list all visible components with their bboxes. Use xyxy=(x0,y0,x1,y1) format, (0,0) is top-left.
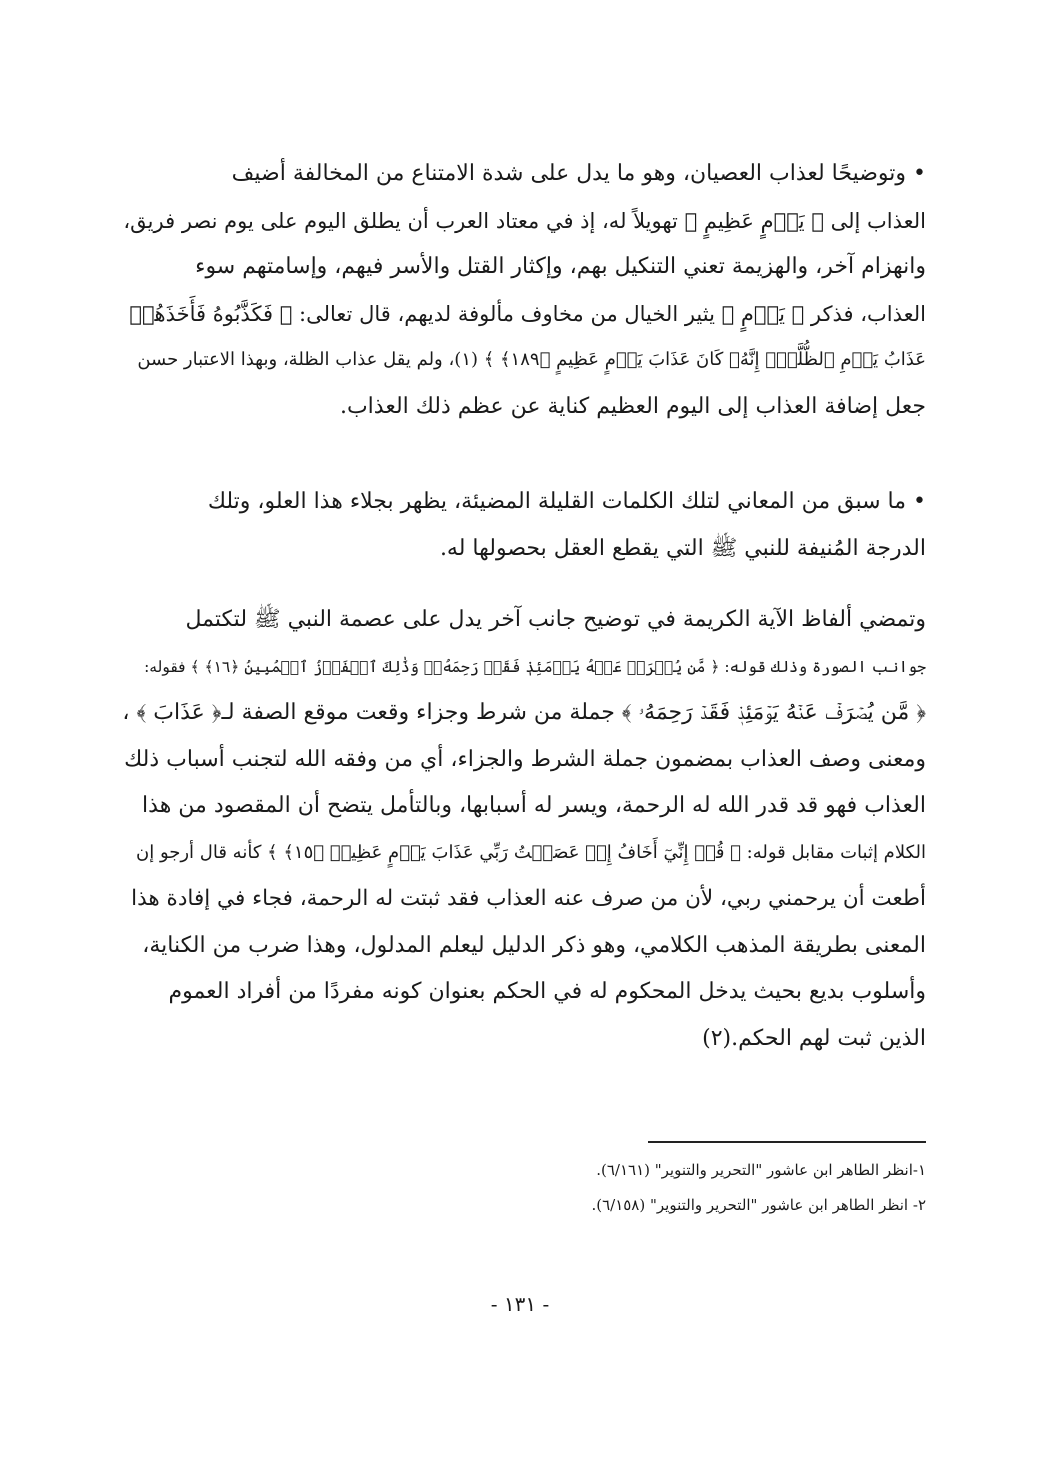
text-line: وأسلوب بديع بحيث يدخل المحكوم له في الحكم بعنوان كونه مفردًا من أفراد العموم xyxy=(168,979,926,1004)
text-line: العذاب، فذكر ﴿ يَوۡمٍ ﴾ يثير الخيال من مخاوف مألوفة لديهم، قال تعالى: ﴿ فَكَذَّبُوهُ فَأَخَذَهُمۡ xyxy=(129,301,926,326)
text-line: العذاب إلى ﴿ يَوۡمٍ عَظِيمٍ ﴾ تهويلاً له، إذ في معتاد العرب أن يطلق اليوم على يوم نصر فريق، xyxy=(123,208,926,233)
paragraph-1 xyxy=(120,151,926,430)
text-line: جوانب الصورة وذلك قوله: ﴿ مَّن يُصۡرَفۡ عَنۡهُ يَوۡمَئِذٖ فَقَدۡ رَحِمَهُۥۚ وَذَٰلِكَ ٱلۡفَوۡزُ ٱلۡمُبِينُ ﴿١٦﴾ ﴾ فقوله: xyxy=(144,657,926,676)
text-line: الكلام إثبات مقابل قوله: ﴿ قُلۡ إِنِّيٓ أَخَافُ إِنۡ عَصَيۡتُ رَبِّي عَذَابَ يَوۡمٍ عَظِيمٖ ﴿١٥﴾ ﴾ كأنه قال أرجو إن xyxy=(136,841,926,863)
text-line: الدرجة المُنيفة للنبي ﷺ التي يقطع العقل بحصولها له. xyxy=(439,535,926,561)
text-line: وتمضي ألفاظ الآية الكريمة في توضيح جانب آخر يدل على عصمة النبي ﷺ لتكتمل xyxy=(185,607,926,632)
text-line: جعل إضافة العذاب إلى اليوم العظيم كناية عن عظم ذلك العذاب. xyxy=(339,393,926,419)
footnote-separator xyxy=(648,1141,926,1143)
text-line: وانهزام آخر، والهزيمة تعني التنكيل بهم، وإكثار القتل والأسر فيهم، وإسامتهم سوء xyxy=(195,254,926,279)
text-line: الذين ثبت لهم الحكم.(٢) xyxy=(702,1025,926,1051)
page-number: - ١٣١ - xyxy=(490,1292,550,1316)
paragraph-2 xyxy=(120,479,926,572)
footnote-2: ٢- انظر الطاهر ابن عاشور "التحرير والتنوير" (٦/١٥٨). xyxy=(591,1196,926,1214)
text-line: المعنى بطريقة المذهب الكلامي، وهو ذكر الدليل ليعلم المدلول، وهذا ضرب من الكناية، xyxy=(142,932,926,958)
text-line: ﴿ مَّن يُصۡرَفۡ عَنۡهُ يَوۡمَئِذٖ فَقَدۡ رَحِمَهُۥ ﴾ جملة من شرط وجزاء وقعت موقع الصفة لـ﴿ عَذَابَ ﴾ ، xyxy=(122,700,926,725)
footnote-1: ١-انظر الطاهر ابن عاشور "التحرير والتنوير" (٦/١٦١). xyxy=(596,1161,926,1179)
text-line: ومعنى وصف العذاب بمضمون جملة الشرط والجزاء، أي من وفقه الله لتجنب أسباب ذلك xyxy=(124,746,926,772)
text-line: • وتوضيحًا لعذاب العصيان، وهو ما يدل على شدة الامتناع من المخالفة أضيف xyxy=(231,161,926,186)
paragraph-3 xyxy=(120,597,926,1062)
text-line: العذاب فهو قد قدر الله له الرحمة، ويسر له أسبابها، وبالتأمل يتضح أن المقصود من هذا xyxy=(142,793,926,818)
text-line: عَذَابُ يَوۡمِ ٱلظُّلَّةِۚ إِنَّهُۥ كَانَ عَذَابَ يَوۡمٍ عَظِيمٍ ﴿١٨٩﴾ ﴾ (١)، ولم يقل عذاب الظلة، وبهذا الاعتبار حسن xyxy=(137,349,926,370)
text-line: أطعت أن يرحمني ربي، لأن من صرف عنه العذاب فقد ثبتت له الرحمة، فجاء في إفادة هذا xyxy=(131,886,926,911)
text-line: • ما سبق من المعاني لتلك الكلمات القليلة المضيئة، يظهر بجلاء هذا العلو، وتلك xyxy=(207,489,926,514)
